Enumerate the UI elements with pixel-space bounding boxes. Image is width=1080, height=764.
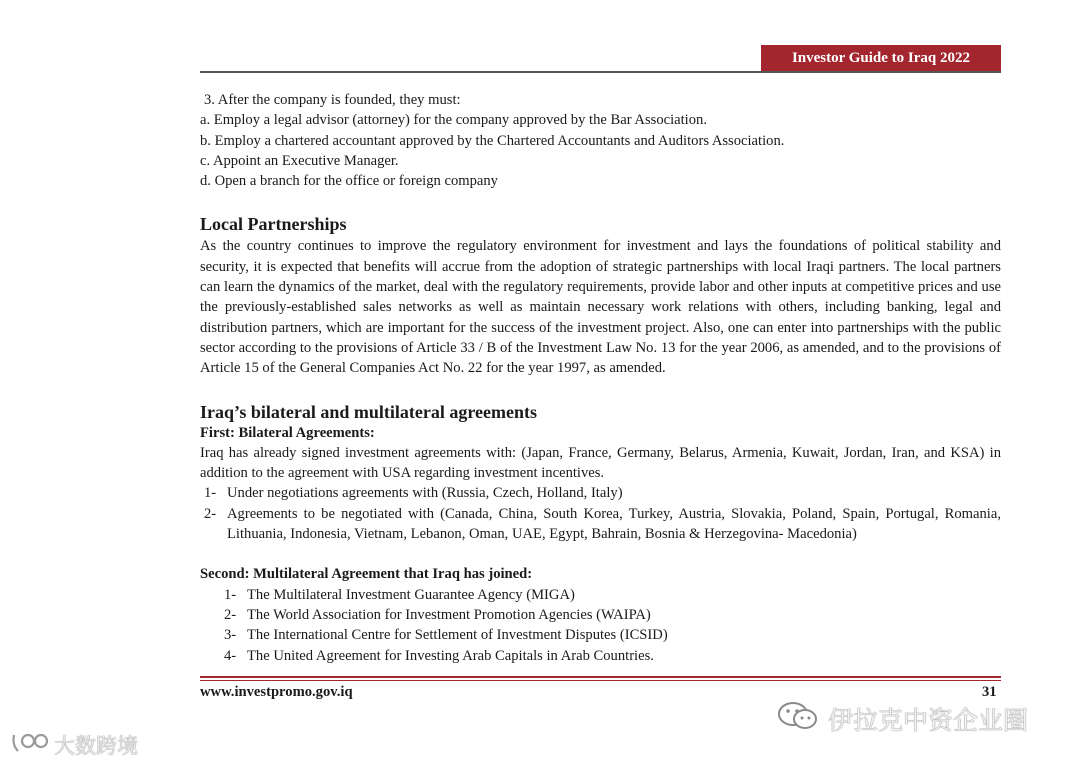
intro-item-b: b. Employ a chartered accountant approved by the Chartered Accountants and Auditors Association. (200, 132, 785, 149)
multilateral-item-number: 2- (224, 606, 237, 623)
multilateral-item-text: The International Centre for Settlement of Investment Disputes (ICSID) (247, 627, 668, 644)
watermark-left (10, 730, 138, 760)
watermark-right-text: 伊拉克中资企业圈 (828, 706, 1029, 735)
multilateral-heading: Second: Multilateral Agreement that Iraq has joined: (200, 566, 533, 583)
footer-divider-thin (200, 680, 1001, 681)
multilateral-item-text: The United Agreement for Investing Arab Capitals in Arab Countries. (247, 647, 654, 664)
bilateral-item (200, 483, 1001, 503)
multilateral-item-number: 1- (224, 586, 237, 603)
bilateral-item-number: 2- (204, 505, 217, 522)
footer-url: www.investpromo.gov.iq (200, 684, 353, 700)
multilateral-item (200, 585, 1001, 605)
bilateral-body: Iraq has already signed investment agreements with: (Japan, France, Germany, Belarus, Armenia, Kuwait, Jordan, Iran, and KSA) in addition to the agreement with USA regarding investment incentives. (200, 444, 1001, 482)
bilateral-item-number: 1- (204, 485, 217, 502)
multilateral-item (200, 605, 1001, 625)
wechat-icon (776, 700, 828, 738)
intro-item-c: c. Appoint an Executive Manager. (200, 152, 399, 169)
intro-item-a: a. Employ a legal advisor (attorney) for the company approved by the Bar Association. (200, 112, 707, 129)
bilateral-item-text: Under negotiations agreements with (Russia, Czech, Holland, Italy) (227, 485, 623, 502)
header-divider (200, 71, 1001, 73)
local-partnerships-body: As the country continues to improve the regulatory environment for investment and lays the foundations of political stability and security, it is expected that benefits will accrue from the adoption of strategic partnerships with local Iraqi partners. The local partners can learn the dynamics of the market, deal with the regulatory requirements, provide labor and other inputs at competitive prices and use the previously-established sales networks as well as maintain necessary work relations with others, including banking, legal and distribution partners, which are important for the success of the investment project. Also, one can enter into partnerships with the public sector according to the provisions of Article 33 / B of the Investment Law No. 13 for the year 2006, as amended, and to the provisions of Article 15 of the General Companies Act No. 22 for the year 1997, as amended. (200, 238, 1001, 377)
header-banner: Investor Guide to Iraq 2022 (761, 45, 1001, 72)
agreements-heading: Iraq’s bilateral and multilateral agreements (200, 401, 537, 422)
bilateral-item-text: Agreements to be negotiated with (Canada, China, South Korea, Turkey, Austria, Slovakia, Poland, Spain, Portugal, Romania, Lithuania, Indonesia, Vietnam, Lebanon, Oman, UAE, Egypt, Bahrain, Bosnia & Herzegovina- Macedonia) (227, 505, 1001, 543)
footer-divider (200, 676, 1001, 678)
multilateral-item-text: The World Association for Investment Promotion Agencies (WAIPA) (247, 606, 651, 623)
watermark-right (776, 700, 1028, 738)
dashuju-logo-icon (10, 731, 54, 760)
multilateral-item (200, 646, 1001, 666)
intro-lead: 3. After the company is founded, they must: (204, 92, 461, 108)
watermark-left-text: 大数跨境 (54, 734, 138, 758)
multilateral-item-number: 3- (224, 627, 237, 644)
local-partnerships-heading: Local Partnerships (200, 214, 347, 235)
multilateral-item-number: 4- (224, 647, 237, 664)
page-content (200, 90, 1001, 666)
bilateral-heading: First: Bilateral Agreements: (200, 424, 375, 441)
multilateral-item-text: The Multilateral Investment Guarantee Agency (MIGA) (247, 586, 575, 603)
multilateral-item (200, 625, 1001, 645)
page-number: 31 (982, 684, 997, 700)
bilateral-item (200, 504, 1001, 545)
intro-item-d: d. Open a branch for the office or foreign company (200, 173, 498, 190)
